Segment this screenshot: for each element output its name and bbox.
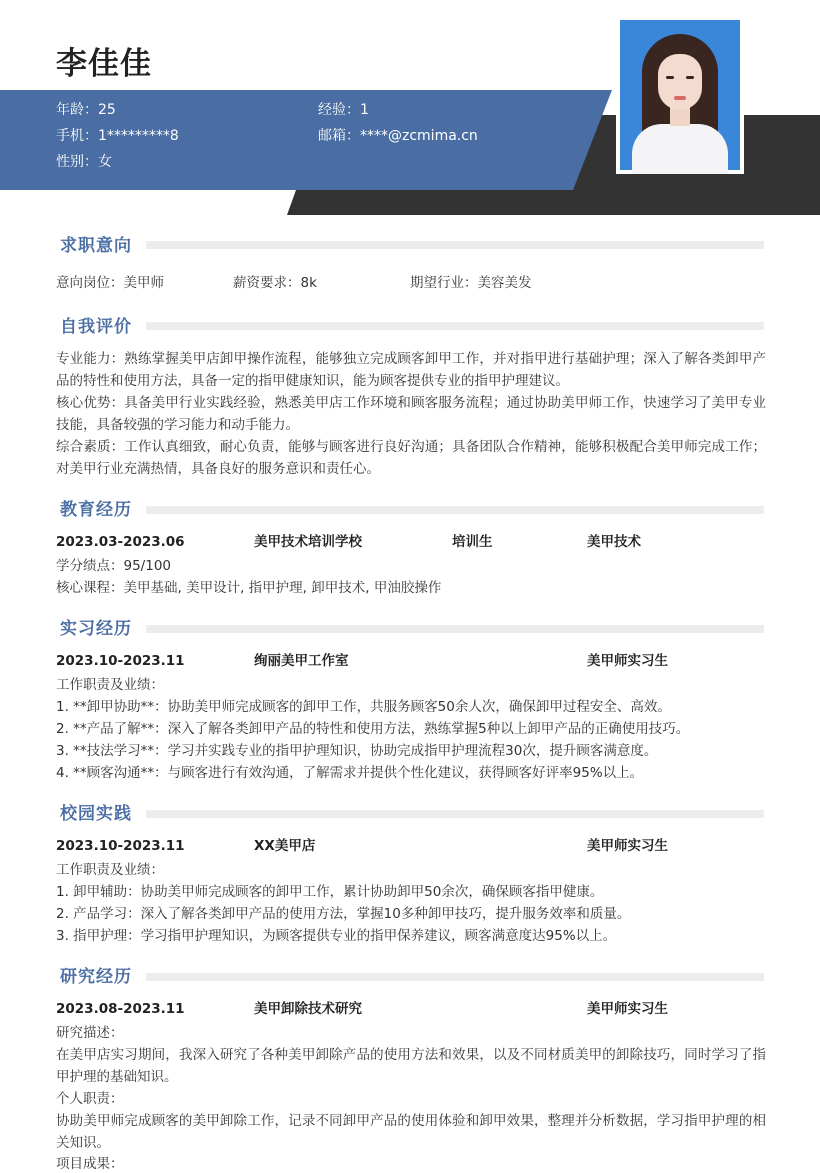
education-major: 美甲技术: [587, 534, 641, 550]
campus-line: 1. 卸甲辅助：协助美甲师完成顾客的卸甲工作，累计协助卸甲50余次，确保顾客指甲健康。: [56, 884, 604, 900]
self-eval-paragraph: 核心优势：具备美甲行业实践经验，熟悉美甲店工作环境和顾客服务流程；通过协助美甲师工作，快速学习了美甲专业技能，具备较强的学习能力和动手能力。: [56, 395, 766, 433]
intent-position: 意向岗位：美甲师: [56, 275, 164, 291]
campus-date: 2023.10-2023.11: [56, 838, 185, 854]
info-gender: 性别：女: [56, 154, 112, 170]
intent-industry: 期望行业：美容美发: [410, 275, 532, 291]
info-email: 邮箱：****@zcmima.cn: [318, 128, 478, 144]
internship-line: 工作职责及业绩：: [56, 677, 164, 693]
profile-photo: [616, 16, 744, 174]
education-degree: 培训生: [452, 534, 493, 550]
section-divider: [146, 506, 764, 514]
campus-line: 2. 产品学习：深入了解各类卸甲产品的使用方法，掌握10多种卸甲技巧，提升服务效率和质量。: [56, 906, 631, 922]
research-duty-label: 个人职责：: [56, 1091, 124, 1107]
research-result-label: 项目成果：: [56, 1156, 124, 1172]
section-divider: [146, 322, 764, 330]
internship-line: 3. **技法学习**：学习并实践专业的指甲护理知识，协助完成指甲护理流程30次，提升顾客满意度。: [56, 743, 658, 759]
section-divider: [146, 810, 764, 818]
section-title-intent: 求职意向: [60, 236, 132, 256]
self-eval-paragraph: 综合素质：工作认真细致，耐心负责，能够与顾客进行良好沟通；具备团队合作精神，能够积极配合美甲师完成工作；对美甲行业充满热情，具备良好的服务意识和责任心。: [56, 439, 766, 477]
section-title-research: 研究经历: [60, 967, 132, 987]
section-divider: [146, 241, 764, 249]
campus-role: 美甲师实习生: [587, 838, 668, 854]
info-age: 年龄：25: [56, 102, 116, 118]
education-date: 2023.03-2023.06: [56, 534, 185, 550]
internship-role: 美甲师实习生: [587, 653, 668, 669]
campus-line: 工作职责及业绩：: [56, 862, 164, 878]
section-divider: [146, 625, 764, 633]
education-school: 美甲技术培训学校: [254, 534, 362, 550]
self-eval-paragraph: 专业能力：熟练掌握美甲店卸甲操作流程，能够独立完成顾客卸甲工作，并对指甲进行基础护理；深入了解各类卸甲产品的特性和使用方法，具备一定的指甲健康知识，能为顾客提供专业的指甲护理建议。: [56, 351, 766, 389]
research-project: 美甲卸除技术研究: [254, 1001, 362, 1017]
research-desc: 在美甲店实习期间，我深入研究了各种美甲卸除产品的使用方法和效果，以及不同材质美甲的卸除技巧，同时学习了指甲护理的基础知识。: [56, 1047, 766, 1085]
research-desc-label: 研究描述：: [56, 1025, 124, 1041]
avatar: [620, 20, 740, 170]
campus-line: 3. 指甲护理：学习指甲护理知识，为顾客提供专业的指甲保养建议，顾客满意度达95%以上。: [56, 928, 617, 944]
section-title-self-eval: 自我评价: [60, 317, 132, 337]
internship-date: 2023.10-2023.11: [56, 653, 185, 669]
candidate-name: 李佳佳: [56, 46, 152, 82]
research-date: 2023.08-2023.11: [56, 1001, 185, 1017]
info-phone: 手机：1*********8: [56, 128, 179, 144]
internship-line: 4. **顾客沟通**：与顾客进行有效沟通，了解需求并提供个性化建议，获得顾客好评率95%以上。: [56, 765, 644, 781]
intent-salary: 薪资要求：8k: [233, 275, 317, 291]
section-title-internship: 实习经历: [60, 619, 132, 639]
section-title-campus: 校园实践: [60, 804, 132, 824]
internship-line: 1. **卸甲协助**：协助美甲师完成顾客的卸甲工作，共服务顾客50余人次，确保卸甲过程安全、高效。: [56, 699, 671, 715]
research-duty: 协助美甲师完成顾客的美甲卸除工作，记录不同卸甲产品的使用体验和卸甲效果，整理并分析数据，学习指甲护理的相关知识。: [56, 1113, 766, 1151]
internship-line: 2. **产品了解**：深入了解各类卸甲产品的特性和使用方法，熟练掌握5种以上卸甲产品的正确使用技巧。: [56, 721, 690, 737]
education-courses: 核心课程：美甲基础, 美甲设计, 指甲护理, 卸甲技术, 甲油胶操作: [56, 580, 442, 596]
internship-company: 绚丽美甲工作室: [254, 653, 349, 669]
info-experience: 经验：1: [318, 102, 369, 118]
section-title-education: 教育经历: [60, 500, 132, 520]
resume-header: [0, 0, 820, 220]
campus-org: XX美甲店: [254, 838, 316, 854]
research-role: 美甲师实习生: [587, 1001, 668, 1017]
education-gpa: 学分绩点：95/100: [56, 558, 171, 574]
section-divider: [146, 973, 764, 981]
